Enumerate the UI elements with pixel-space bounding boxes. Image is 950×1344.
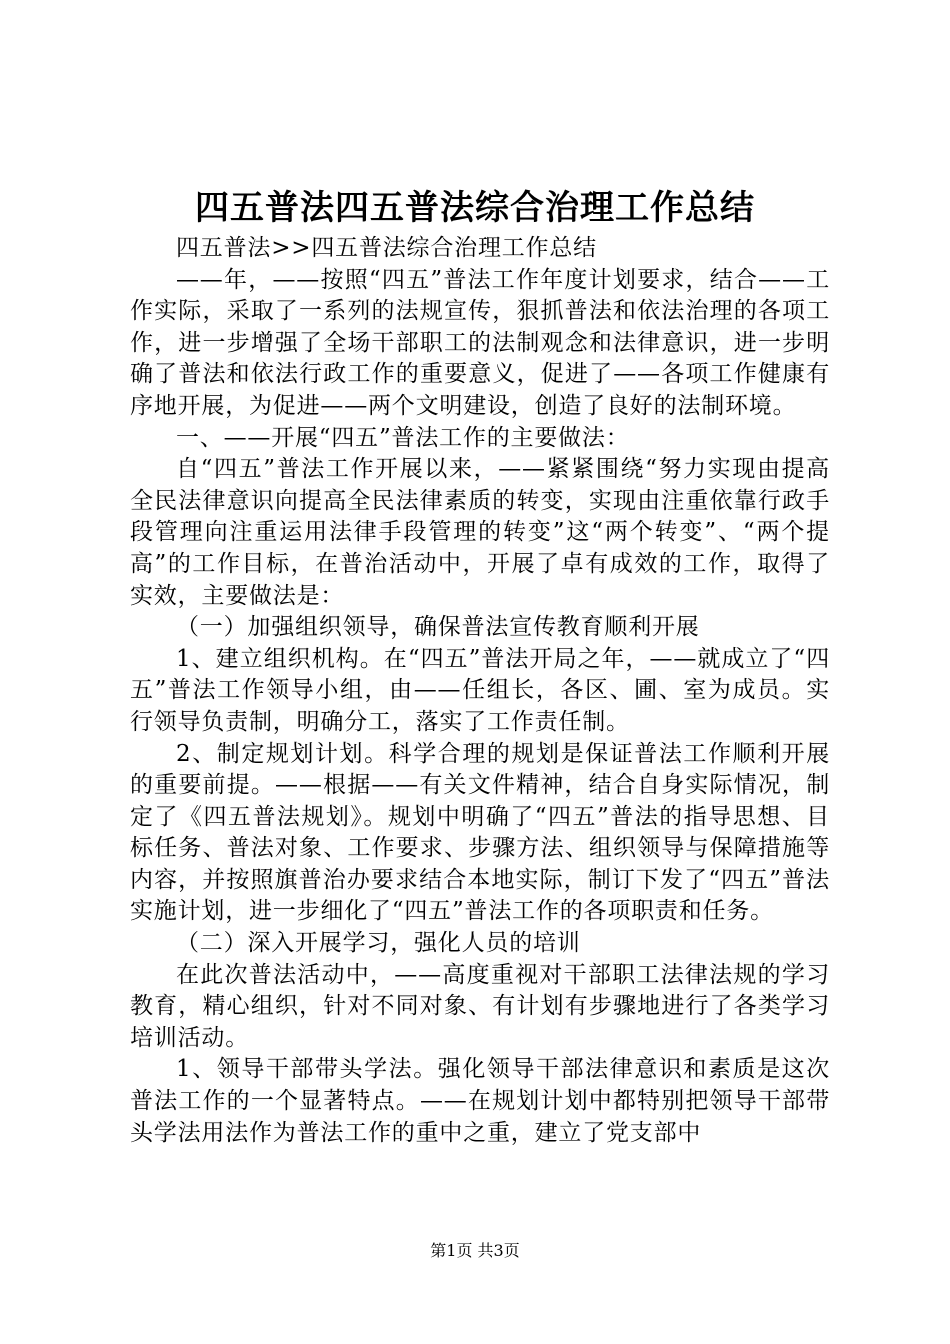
paragraph-item-planning: 2、制定规划计划。科学合理的规划是保证普法工作顺利开展的重要前提。——根据——有关文件精神，结合自身实际情况，制定了《四五普法规划》。规划中明确了“四五”普法的指导思想、目标任务、普法对象、工作要求、步骤方法、组织领导与保障措施等内容，并按照旗普治办要求结合本地实际，制订下发了“四五”普法实施计划，进一步细化了“四五”普法工作的各项职责和任务。 — [130, 740, 830, 925]
paragraph-intro: ——年，——按照“四五”普法工作年度计划要求，结合——工作实际，采取了一系列的法规宣传，狠抓普法和依法治理的各项工作，进一步增强了全场干部职工的法制观念和法律意识，进一步明确了普法和依法行政工作的重要意义，促进了——各项工作健康有序地开展，为促进——两个文明建设，创造了良好的法制环境。 — [130, 266, 830, 419]
section-heading-main-practices: 一、——开展“四五”普法工作的主要做法： — [176, 424, 630, 451]
subheading-training: （二）深入开展学习，强化人员的培训 — [176, 930, 581, 957]
paragraph-item-organization: 1、建立组织机构。在“四五”普法开局之年，——就成立了“四五”普法工作领导小组，由——任组长，各区、圃、室为成员。实行领导负责制，明确分工，落实了工作责任制。 — [130, 645, 830, 735]
page-footer: 第1页 共3页 — [430, 1241, 520, 1260]
paragraph-source-path: 四五普法>>四五普法综合治理工作总结 — [176, 235, 597, 261]
document-body — [130, 233, 830, 1149]
paragraph-work-goals: 自“四五”普法工作开展以来，——紧紧围绕“努力实现由提高全民法律意识向提高全民法律素质的转变，实现由注重依靠行政手段管理向注重运用法律手段管理的转变”这“两个转变”、“两个提高”的工作目标，在普治活动中，开展了卓有成效的工作，取得了实效，主要做法是： — [130, 456, 830, 609]
paragraph-training: 在此次普法活动中，——高度重视对干部职工法律法规的学习教育，精心组织，针对不同对象、有计划有步骤地进行了各类学习培训活动。 — [130, 961, 830, 1051]
document-title: 四五普法四五普法综合治理工作总结 — [195, 188, 755, 228]
subheading-organization: （一）加强组织领导，确保普法宣传教育顺利开展 — [176, 614, 700, 641]
paragraph-item-leaders: 1、领导干部带头学法。强化领导干部法律意识和素质是这次普法工作的一个显著特点。——在规划计划中都特别把领导干部带头学法用法作为普法工作的重中之重，建立了党支部中 — [130, 1056, 830, 1146]
